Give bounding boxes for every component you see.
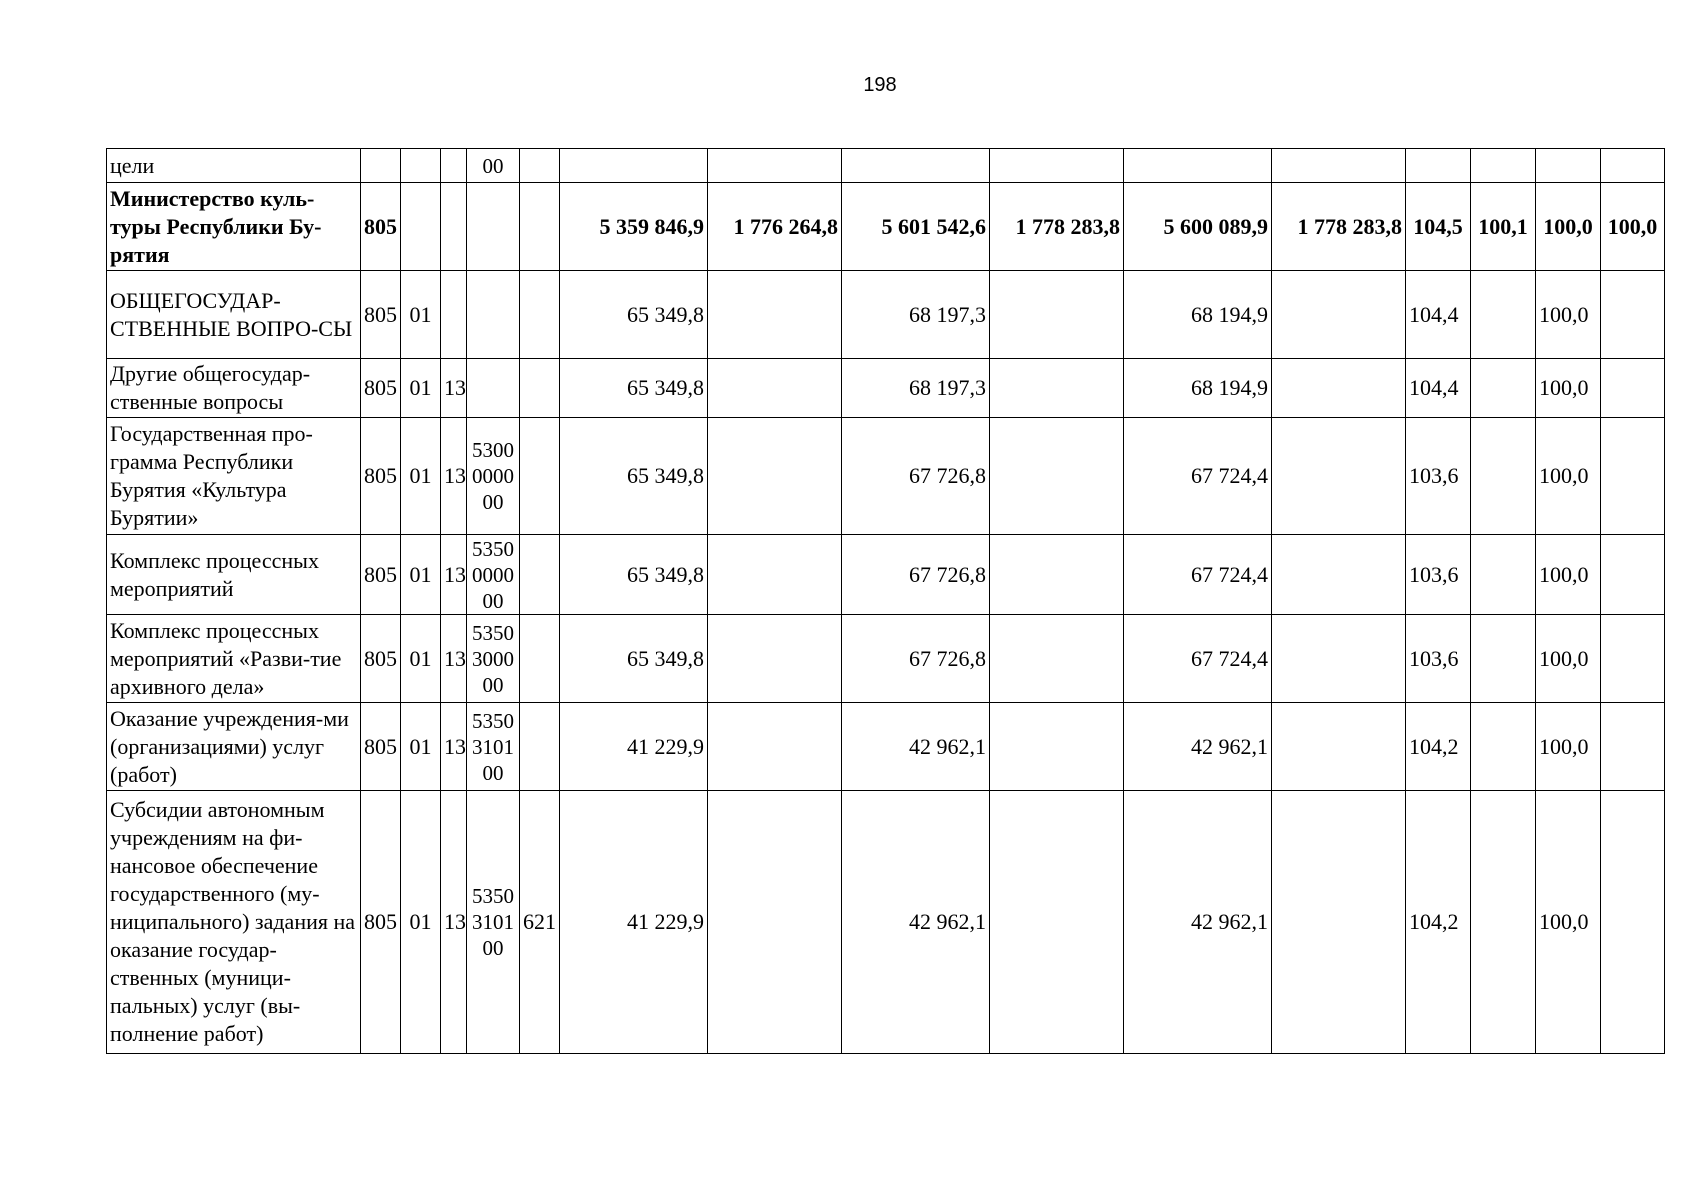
vr-code xyxy=(520,183,560,271)
csr-code: 00 xyxy=(467,149,520,183)
row-name: Субсидии автономным учреждениям на фи-нансовое обеспечение государственного (му-ниципального) задания на оказание государ-ственных (муници-пальных) услуг (вы-полнение работ) xyxy=(107,791,361,1054)
value-cell: 1 778 283,8 xyxy=(990,183,1124,271)
pr-code xyxy=(441,149,467,183)
pr-code: 13 xyxy=(441,703,467,791)
value-cell xyxy=(708,271,842,359)
csr-code: 5350 3101 00 xyxy=(467,791,520,1054)
percent-cell: 100,0 xyxy=(1536,418,1601,535)
value-cell xyxy=(842,149,990,183)
percent-cell: 100,0 xyxy=(1601,183,1665,271)
value-cell xyxy=(1272,418,1406,535)
value-cell: 5 601 542,6 xyxy=(842,183,990,271)
row-name: ОБЩЕГОСУДАР-СТВЕННЫЕ ВОПРО-СЫ xyxy=(107,271,361,359)
pr-code: 13 xyxy=(441,359,467,418)
percent-cell xyxy=(1601,615,1665,703)
grbs-code: 805 xyxy=(361,535,401,615)
budget-table xyxy=(106,148,1665,1054)
value-cell: 67 724,4 xyxy=(1124,418,1272,535)
percent-cell: 103,6 xyxy=(1406,535,1471,615)
value-cell: 65 349,8 xyxy=(560,359,708,418)
vr-code: 621 xyxy=(520,791,560,1054)
pr-code: 13 xyxy=(441,615,467,703)
value-cell: 68 194,9 xyxy=(1124,271,1272,359)
table-row xyxy=(107,271,1665,359)
percent-cell: 104,4 xyxy=(1406,271,1471,359)
grbs-code: 805 xyxy=(361,615,401,703)
pr-code xyxy=(441,271,467,359)
value-cell xyxy=(1272,535,1406,615)
row-name: Министерство куль-туры Республики Бу-рятия xyxy=(107,183,361,271)
value-cell: 42 962,1 xyxy=(1124,791,1272,1054)
value-cell: 42 962,1 xyxy=(842,703,990,791)
value-cell: 42 962,1 xyxy=(1124,703,1272,791)
table-body xyxy=(107,149,1665,1054)
rz-code: 01 xyxy=(401,418,441,535)
percent-cell xyxy=(1536,149,1601,183)
value-cell xyxy=(708,418,842,535)
percent-cell xyxy=(1601,149,1665,183)
value-cell xyxy=(990,271,1124,359)
value-cell: 1 776 264,8 xyxy=(708,183,842,271)
percent-cell: 100,1 xyxy=(1471,183,1536,271)
value-cell xyxy=(708,535,842,615)
percent-cell: 104,2 xyxy=(1406,791,1471,1054)
table-row xyxy=(107,703,1665,791)
pr-code: 13 xyxy=(441,418,467,535)
percent-cell: 100,0 xyxy=(1536,535,1601,615)
vr-code xyxy=(520,359,560,418)
value-cell: 67 726,8 xyxy=(842,615,990,703)
percent-cell xyxy=(1471,703,1536,791)
value-cell xyxy=(1272,149,1406,183)
value-cell: 5 600 089,9 xyxy=(1124,183,1272,271)
percent-cell xyxy=(1601,703,1665,791)
rz-code: 01 xyxy=(401,535,441,615)
percent-cell xyxy=(1471,615,1536,703)
table-row xyxy=(107,418,1665,535)
percent-cell: 104,4 xyxy=(1406,359,1471,418)
csr-code xyxy=(467,271,520,359)
percent-cell xyxy=(1601,418,1665,535)
table-row xyxy=(107,615,1665,703)
row-name: Другие общегосудар-ственные вопросы xyxy=(107,359,361,418)
vr-code xyxy=(520,271,560,359)
value-cell: 68 197,3 xyxy=(842,271,990,359)
csr-code: 5300 0000 00 xyxy=(467,418,520,535)
percent-cell: 104,2 xyxy=(1406,703,1471,791)
csr-code: 5350 0000 00 xyxy=(467,535,520,615)
vr-code xyxy=(520,418,560,535)
percent-cell xyxy=(1471,149,1536,183)
grbs-code: 805 xyxy=(361,791,401,1054)
percent-cell: 100,0 xyxy=(1536,791,1601,1054)
table-row xyxy=(107,359,1665,418)
percent-cell xyxy=(1471,418,1536,535)
percent-cell xyxy=(1601,791,1665,1054)
percent-cell: 100,0 xyxy=(1536,703,1601,791)
vr-code xyxy=(520,535,560,615)
rz-code xyxy=(401,149,441,183)
percent-cell: 104,5 xyxy=(1406,183,1471,271)
percent-cell xyxy=(1601,535,1665,615)
table-row xyxy=(107,149,1665,183)
row-name: Комплекс процессных мероприятий «Разви-тие архивного дела» xyxy=(107,615,361,703)
value-cell: 65 349,8 xyxy=(560,615,708,703)
value-cell: 67 726,8 xyxy=(842,535,990,615)
percent-cell: 103,6 xyxy=(1406,418,1471,535)
percent-cell xyxy=(1471,359,1536,418)
value-cell xyxy=(990,535,1124,615)
percent-cell xyxy=(1471,271,1536,359)
value-cell xyxy=(708,703,842,791)
percent-cell xyxy=(1471,791,1536,1054)
value-cell xyxy=(990,149,1124,183)
value-cell xyxy=(708,615,842,703)
rz-code: 01 xyxy=(401,615,441,703)
value-cell xyxy=(1272,359,1406,418)
grbs-code: 805 xyxy=(361,183,401,271)
value-cell xyxy=(1272,615,1406,703)
rz-code: 01 xyxy=(401,703,441,791)
vr-code xyxy=(520,149,560,183)
value-cell: 1 778 283,8 xyxy=(1272,183,1406,271)
csr-code xyxy=(467,183,520,271)
table-row xyxy=(107,535,1665,615)
grbs-code: 805 xyxy=(361,271,401,359)
value-cell: 41 229,9 xyxy=(560,791,708,1054)
value-cell: 67 724,4 xyxy=(1124,535,1272,615)
row-name: Оказание учреждения-ми (организациями) услуг (работ) xyxy=(107,703,361,791)
value-cell: 67 726,8 xyxy=(842,418,990,535)
value-cell xyxy=(708,359,842,418)
pr-code xyxy=(441,183,467,271)
rz-code: 01 xyxy=(401,359,441,418)
percent-cell xyxy=(1601,271,1665,359)
value-cell: 5 359 846,9 xyxy=(560,183,708,271)
csr-code: 5350 3101 00 xyxy=(467,703,520,791)
value-cell: 42 962,1 xyxy=(842,791,990,1054)
value-cell: 41 229,9 xyxy=(560,703,708,791)
percent-cell: 100,0 xyxy=(1536,183,1601,271)
value-cell: 67 724,4 xyxy=(1124,615,1272,703)
table-row xyxy=(107,791,1665,1054)
value-cell xyxy=(560,149,708,183)
csr-code xyxy=(467,359,520,418)
page-number: 198 xyxy=(863,74,897,96)
percent-cell: 100,0 xyxy=(1536,359,1601,418)
value-cell xyxy=(1272,271,1406,359)
grbs-code: 805 xyxy=(361,418,401,535)
row-name: цели xyxy=(107,149,361,183)
value-cell: 68 197,3 xyxy=(842,359,990,418)
percent-cell xyxy=(1471,535,1536,615)
percent-cell xyxy=(1406,149,1471,183)
value-cell: 65 349,8 xyxy=(560,418,708,535)
vr-code xyxy=(520,703,560,791)
table-row xyxy=(107,183,1665,271)
value-cell xyxy=(1272,703,1406,791)
percent-cell: 100,0 xyxy=(1536,615,1601,703)
pr-code: 13 xyxy=(441,791,467,1054)
value-cell: 68 194,9 xyxy=(1124,359,1272,418)
rz-code: 01 xyxy=(401,791,441,1054)
value-cell xyxy=(990,791,1124,1054)
value-cell: 65 349,8 xyxy=(560,535,708,615)
csr-code: 5350 3000 00 xyxy=(467,615,520,703)
grbs-code xyxy=(361,149,401,183)
value-cell xyxy=(708,149,842,183)
value-cell xyxy=(990,703,1124,791)
pr-code: 13 xyxy=(441,535,467,615)
grbs-code: 805 xyxy=(361,359,401,418)
vr-code xyxy=(520,615,560,703)
percent-cell: 103,6 xyxy=(1406,615,1471,703)
percent-cell: 100,0 xyxy=(1536,271,1601,359)
value-cell xyxy=(1124,149,1272,183)
value-cell xyxy=(708,791,842,1054)
value-cell xyxy=(990,359,1124,418)
row-name: Государственная про-грамма Республики Бурятия «Культура Бурятии» xyxy=(107,418,361,535)
value-cell xyxy=(1272,791,1406,1054)
value-cell xyxy=(990,418,1124,535)
rz-code: 01 xyxy=(401,271,441,359)
value-cell: 65 349,8 xyxy=(560,271,708,359)
percent-cell xyxy=(1601,359,1665,418)
row-name: Комплекс процессных мероприятий xyxy=(107,535,361,615)
value-cell xyxy=(990,615,1124,703)
grbs-code: 805 xyxy=(361,703,401,791)
rz-code xyxy=(401,183,441,271)
